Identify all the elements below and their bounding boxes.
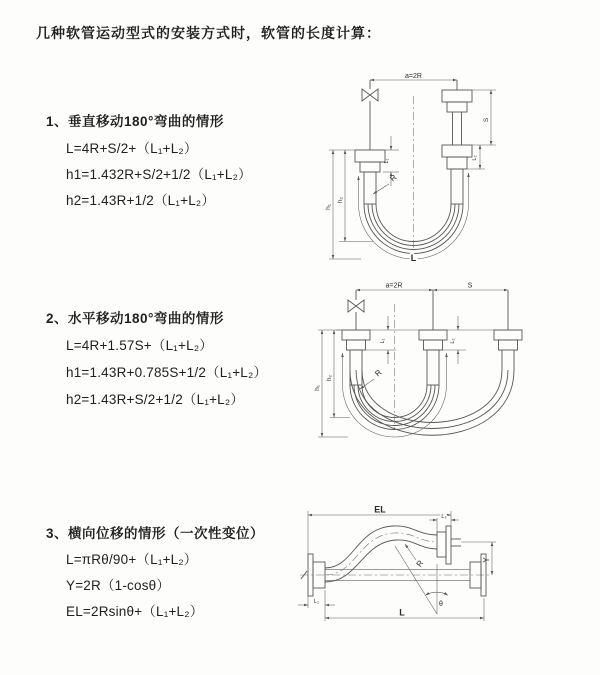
- section-1-formula-h1: h1=1.432R+S/2+1/2（L₁+L₂）: [66, 167, 252, 182]
- page-title: 几种软管运动型式的安装方式时，软管的长度计算：: [36, 25, 381, 41]
- dim-label-el: EL: [374, 504, 386, 515]
- dim-label-s: S: [483, 117, 490, 123]
- dim-label-h1: h₁: [314, 385, 321, 391]
- diagram-horizontal-180-bend: [308, 280, 598, 452]
- section-1-heading: 1、垂直移动180°弯曲的情形: [46, 114, 224, 129]
- dim-l: [325, 590, 484, 621]
- braided-hose-left: [364, 172, 376, 204]
- dim-label-r: R: [388, 172, 399, 184]
- dim-label-l1: L₁: [384, 158, 390, 164]
- dim-l2: [429, 514, 459, 532]
- angle-theta: [395, 546, 448, 614]
- dim-label-h1: h₁: [325, 204, 332, 210]
- braided-hose-right: [451, 169, 463, 204]
- valve-icon: [362, 80, 378, 150]
- section-1-formula-h2: h2=1.43R+1/2（L₁+L₂）: [66, 193, 216, 208]
- dim-label-a2r: a=2R: [405, 73, 422, 80]
- dim-label-l2: L₂: [450, 338, 456, 344]
- section-3-formula-Y: Y=2R（1-cosθ）: [66, 578, 171, 593]
- radius-callout: [405, 544, 425, 569]
- radius-callout: [360, 368, 384, 389]
- section-2-heading: 2、水平移动180°弯曲的情形: [46, 311, 224, 326]
- dim-label-l1: L₁: [380, 338, 386, 344]
- dim-L-arc: [359, 173, 469, 262]
- section-2-formula-h2: h2=1.43R+S/2+1/2（L₁+L₂）: [66, 392, 245, 407]
- section-3-formula-L: L=πRθ/90+（L₁+L₂）: [66, 552, 198, 567]
- dim-h: [325, 150, 373, 259]
- braided-hose-middle: [427, 350, 439, 385]
- dim-label-l2: L₂: [441, 514, 447, 520]
- flanges: [342, 330, 522, 350]
- dim-label-y: Y: [482, 557, 491, 563]
- dim-label-h2: h₂: [326, 374, 333, 382]
- dim-label-h2: h₂: [337, 196, 344, 204]
- dim-label-l: L: [399, 607, 405, 618]
- dim-y: [461, 542, 496, 575]
- section-3-heading: 3、横向位移的情形（一次性变位）: [46, 526, 265, 541]
- dim-label-theta: θ: [439, 601, 443, 608]
- dim-a2r: [370, 73, 457, 80]
- dim-label-L: L: [410, 253, 417, 262]
- dim-label-a2r: a=2R: [385, 282, 403, 290]
- dim-label-r: R: [414, 558, 426, 569]
- section-2-formula-L: L=4R+1.57S+（L₁+L₂）: [66, 338, 213, 353]
- radius-callout: [373, 173, 399, 194]
- upper-right-flange: [437, 526, 461, 564]
- phantom-leg-right: [502, 350, 514, 370]
- dim-l1: [366, 316, 396, 364]
- section-1-formula-L: L=4R+S/2+（L₁+L₂）: [66, 141, 198, 156]
- dim-label-r: R: [373, 367, 384, 379]
- section-3-formula-EL: EL=2Rsinθ+（L₁+L₂）: [66, 604, 204, 619]
- dim-a2r: [356, 283, 508, 291]
- hose-s-curve: [325, 526, 437, 582]
- phantom-u-bend: [350, 367, 514, 435]
- dim-label-s: S: [467, 282, 473, 290]
- left-flange: [355, 150, 385, 172]
- braided-hose-left: [350, 350, 362, 385]
- dim-label-l1: L₁: [314, 599, 319, 605]
- diagram-lateral-displacement: [296, 502, 511, 634]
- right-pipe: [442, 80, 472, 204]
- dim-h: [314, 330, 350, 437]
- valve-icon: [348, 290, 364, 330]
- section-2-formula-h1: h1=1.43R+0.785S+1/2（L₁+L₂）: [66, 365, 268, 380]
- dim-label-l2: L₂: [472, 155, 478, 161]
- dim-l1: [298, 596, 335, 608]
- diagram-vertical-180-bend: [315, 72, 585, 262]
